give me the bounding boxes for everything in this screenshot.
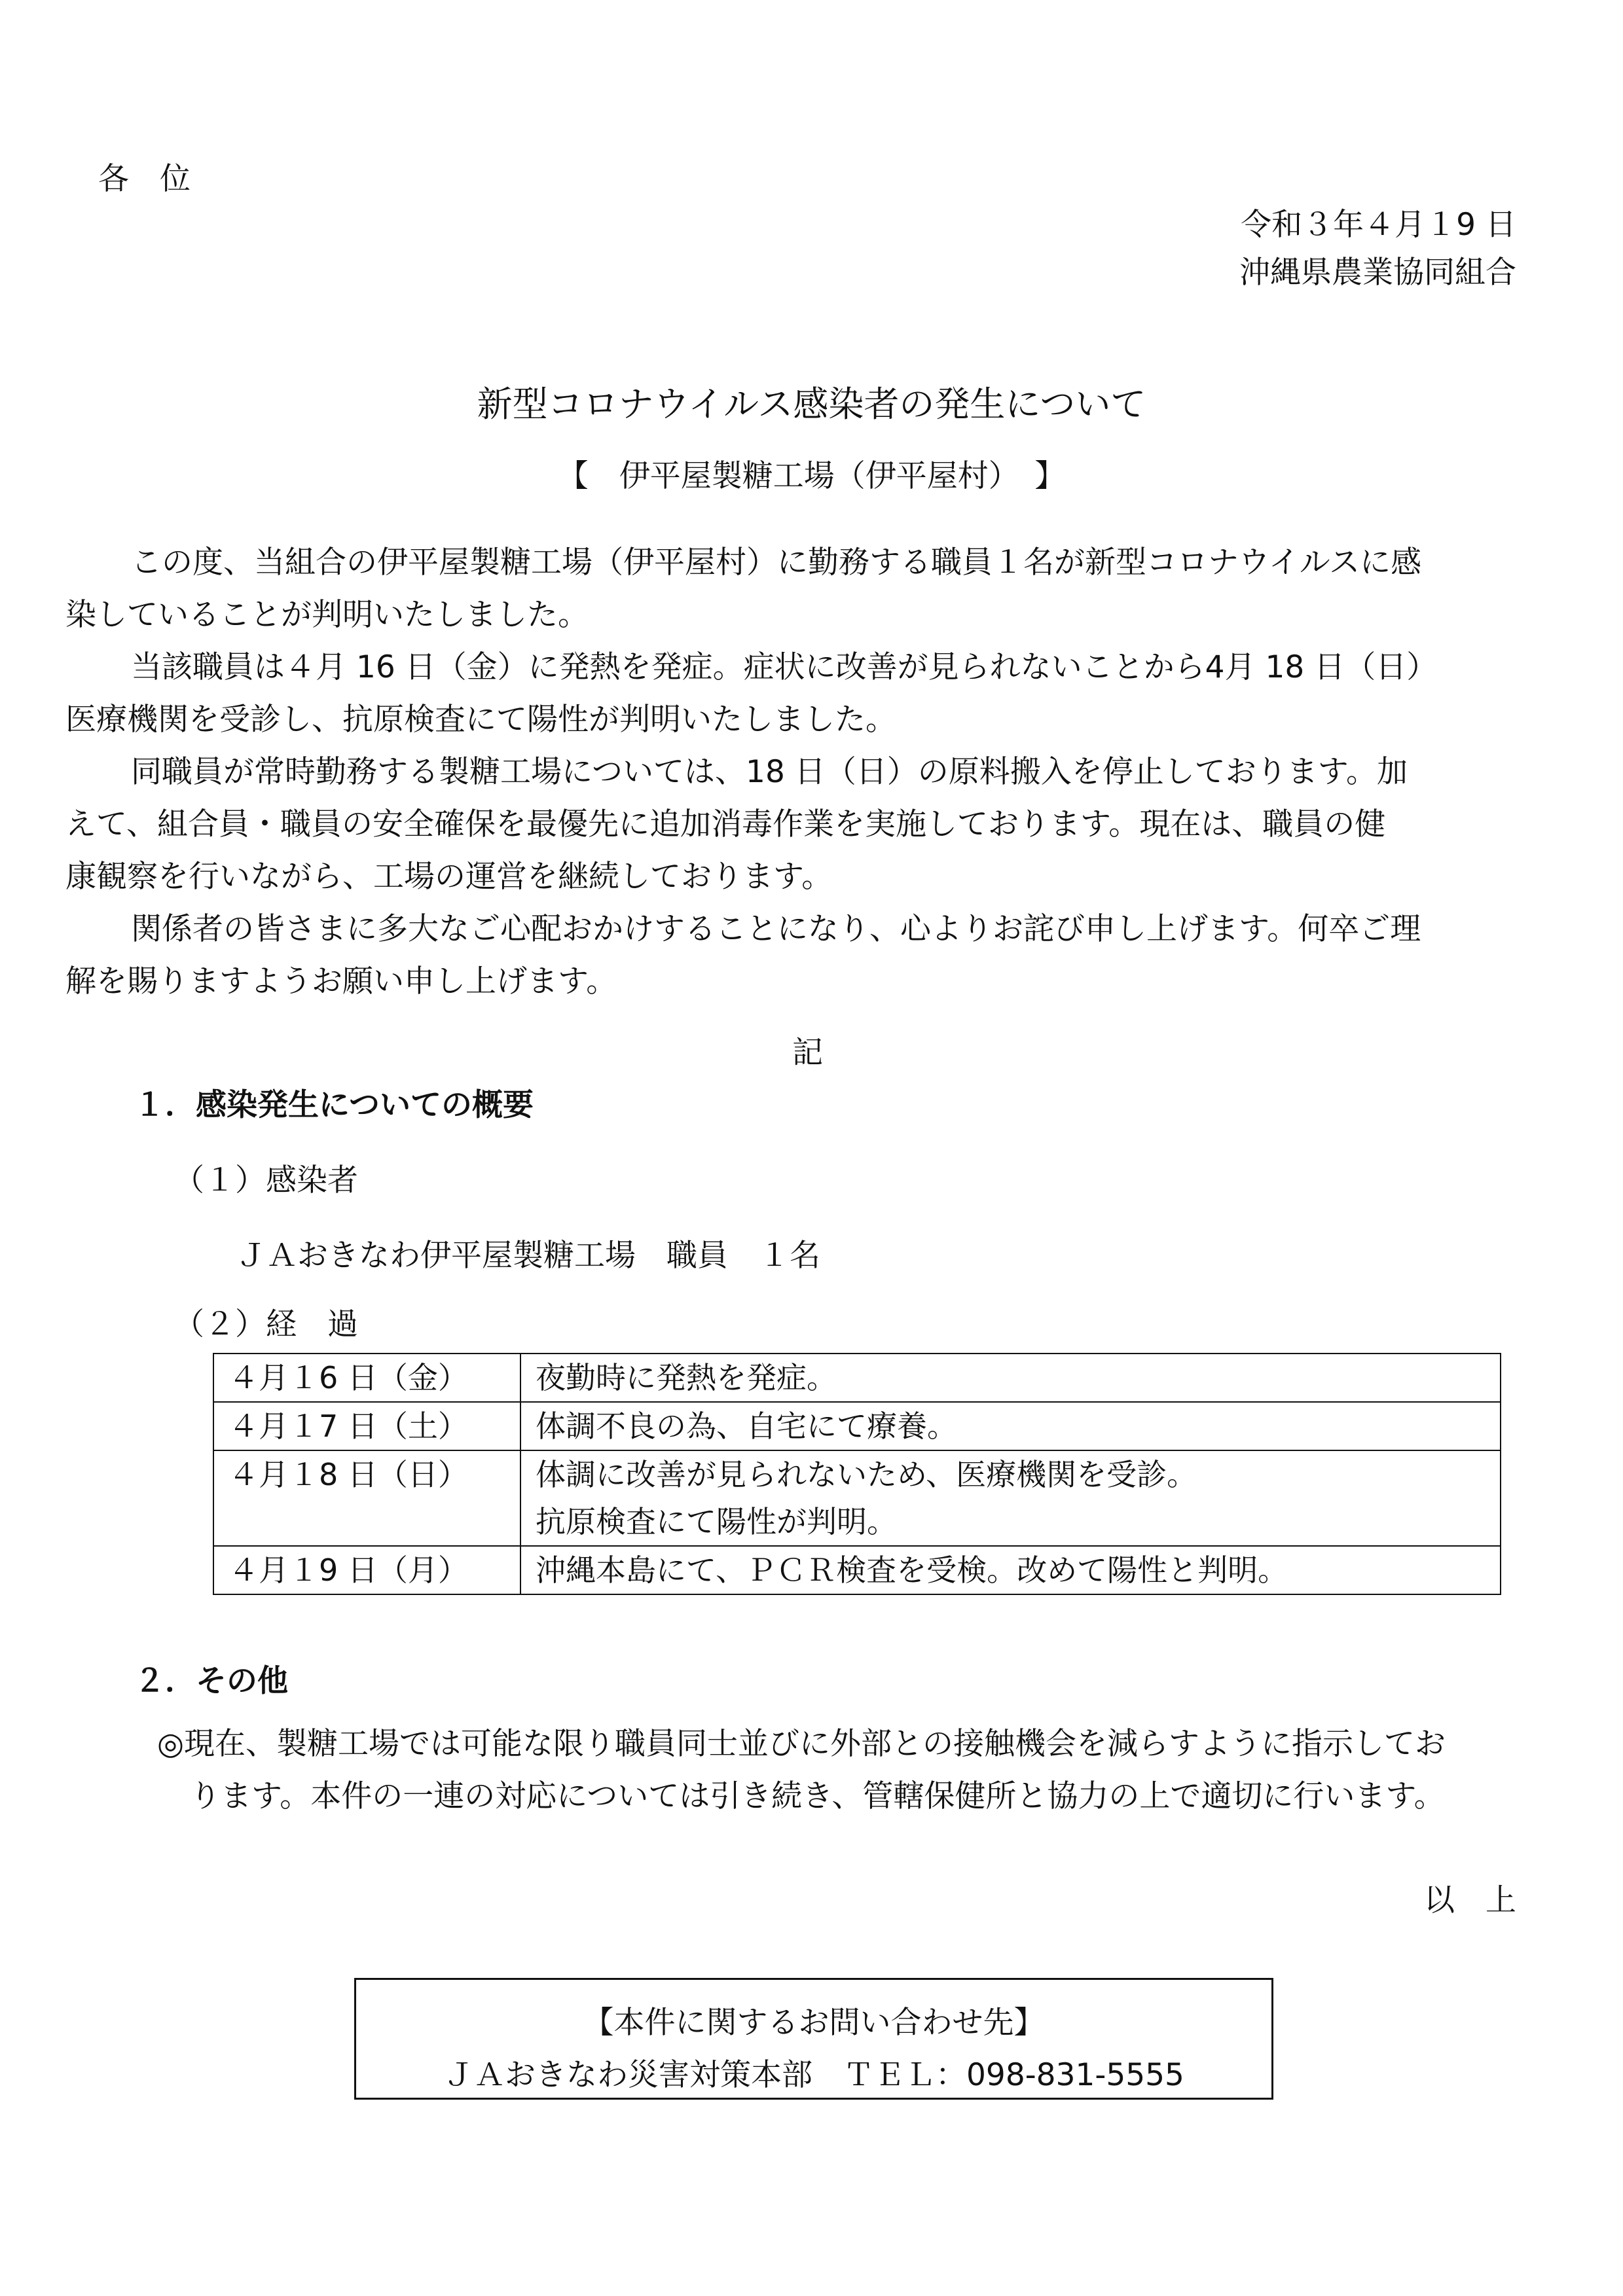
paragraph-3-line-2: えて、組合員・職員の安全確保を最優先に追加消毒作業を実施しております。現在は、職員の健 [65, 806, 1386, 842]
timeline-event: 夜勤時に発熱を発症。 [520, 1354, 1501, 1402]
timeline-date: ４月１8 日（日） [213, 1450, 520, 1546]
sender-organization: 沖縄県農業協同組合 [1239, 255, 1516, 291]
paragraph-2 [65, 641, 1529, 746]
section-1-heading: １．感染発生についての概要 [134, 1087, 534, 1123]
ki-marker: 記 [792, 1035, 823, 1071]
table-row [213, 1354, 1501, 1402]
paragraph-2-line-1: 当該職員は４月 16 日（金）に発熱を発症。症状に改善が見られないことから4月 18 日（日） [131, 649, 1438, 685]
timeline-date: ４月１6 日（金） [213, 1354, 520, 1402]
timeline-label: （２）経 過 [173, 1306, 358, 1342]
contact-heading: 【本件に関するお問い合わせ先】 [583, 2005, 1045, 2041]
closing-mark: 以 上 [1424, 1882, 1516, 1918]
contact-line: ＪＡおきなわ災害対策本部 ＴＥＬ：098-831-5555 [443, 2057, 1184, 2093]
body-text [65, 537, 1529, 1008]
paragraph-2-line-2: 医療機関を受診し、抗原検査にて陽性が判明いたしました。 [65, 702, 896, 738]
section-2-note [157, 1718, 1532, 1823]
addressee: 各 位 [98, 161, 191, 197]
timeline-event: 体調に改善が見られないため、医療機関を受診。 抗原検査にて陽性が判明。 [520, 1450, 1501, 1546]
paragraph-1-line-1: この度、当組合の伊平屋製糖工場（伊平屋村）に勤務する職員１名が新型コロナウイルスに感 [131, 545, 1422, 581]
paragraph-1-line-2: 染していることが判明いたしました。 [65, 597, 589, 633]
timeline-event: 体調不良の為、自宅にて療養。 [520, 1402, 1501, 1450]
paragraph-4-line-2: 解を賜りますようお願い申し上げます。 [65, 963, 617, 999]
table-row [213, 1402, 1501, 1450]
timeline-date: ４月１9 日（月） [213, 1546, 520, 1594]
paragraph-4 [65, 903, 1529, 1008]
paragraph-1 [65, 537, 1529, 641]
note-line-2: ります。本件の一連の対応については引き続き、管轄保健所と協力の上で適切に行います。 [190, 1778, 1445, 1814]
paragraph-3-line-1: 同職員が常時勤務する製糖工場については、18 日（日）の原料搬入を停止しております。加 [131, 754, 1408, 790]
section-2-heading: ２．その他 [134, 1663, 288, 1699]
document-date: 令和３年４月１9 日 [1241, 207, 1516, 243]
note-line-1: ◎現在、製糖工場では可能な限り職員同士並びに外部との接触機会を減らすように指示してお [157, 1726, 1446, 1762]
paragraph-4-line-1: 関係者の皆さまに多大なご心配おかけすることになり、心よりお詫び申し上げます。何卒ご理 [131, 911, 1421, 947]
paragraph-3 [65, 746, 1529, 903]
timeline-table [213, 1353, 1501, 1595]
infected-content: ＪＡおきなわ伊平屋製糖工場 職員 １名 [236, 1238, 820, 1274]
contact-box [354, 1978, 1273, 2100]
paragraph-3-line-3: 康観察を行いながら、工場の運営を継続しております。 [65, 859, 833, 895]
document-subtitle: 【 伊平屋製糖工場（伊平屋村） 】 [557, 458, 1066, 494]
table-row [213, 1546, 1501, 1594]
document-title: 新型コロナウイルス感染者の発生について [477, 384, 1146, 425]
table-row [213, 1450, 1501, 1546]
timeline-date: ４月１7 日（土） [213, 1402, 520, 1450]
timeline-event: 沖縄本島にて、ＰＣＲ検査を受検。改めて陽性と判明。 [520, 1546, 1501, 1594]
infected-label: （１）感染者 [173, 1162, 358, 1198]
